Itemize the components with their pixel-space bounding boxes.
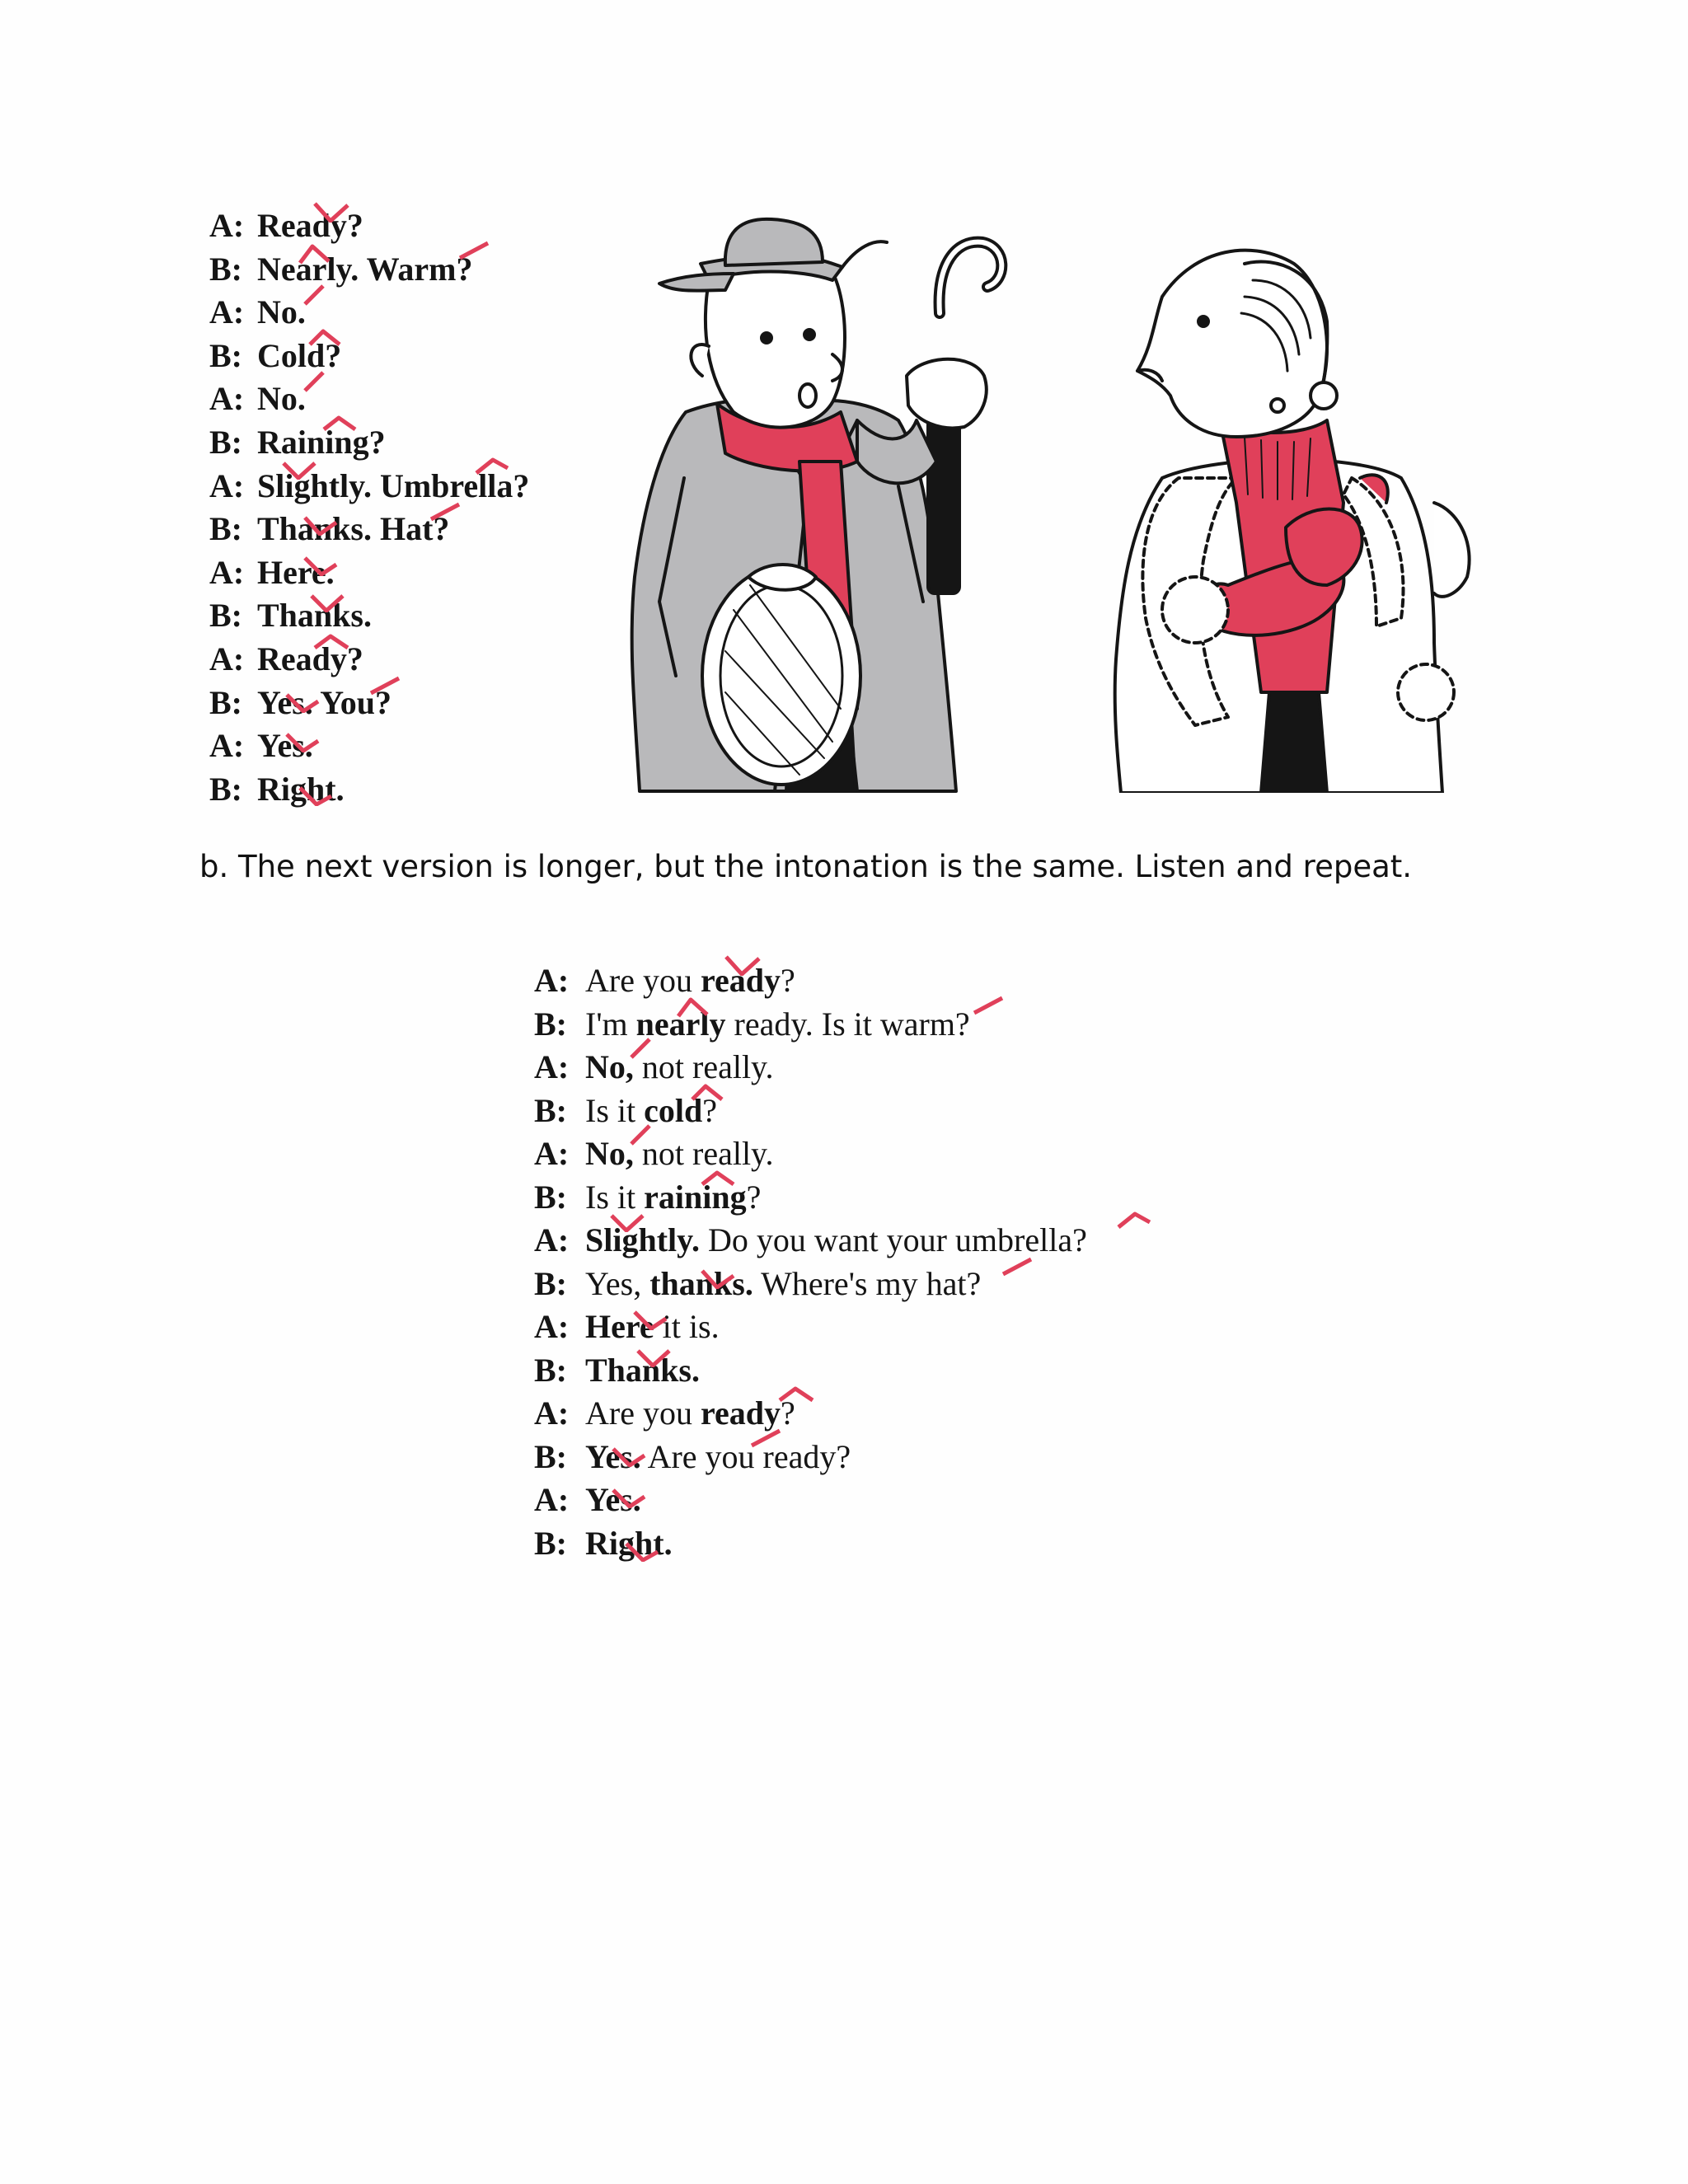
speaker-label: A:	[209, 466, 245, 504]
dialogue-line	[534, 1436, 1259, 1479]
dialogue-line	[534, 1263, 1259, 1306]
speaker-label: A:	[534, 1221, 570, 1258]
line-text: ?	[781, 962, 795, 999]
dialogue-line	[534, 1176, 1259, 1220]
line-text: Yes,	[585, 1264, 650, 1302]
speaker-label: A:	[534, 1394, 570, 1432]
man-with-umbrella-illustration	[610, 214, 1039, 793]
dialogue-line	[534, 1349, 1259, 1393]
speaker-label: A:	[209, 553, 245, 591]
stressed-word: Thanks.	[585, 1351, 700, 1389]
speaker-label: B:	[534, 1437, 567, 1475]
dialogue-line	[534, 1305, 1259, 1349]
line-text: Slightly. Umbrella?	[257, 466, 530, 504]
speaker-label: A:	[209, 727, 245, 765]
dialogue-line	[209, 335, 597, 378]
speaker-label: A:	[534, 1481, 570, 1518]
line-text: Where's my hat?	[753, 1264, 982, 1302]
line-text: ?	[746, 1178, 762, 1216]
dialogue-line	[209, 551, 597, 595]
woman-in-fur-coat-illustration	[1080, 231, 1508, 793]
speaker-label: B:	[534, 1178, 567, 1216]
speaker-label: A:	[534, 1135, 570, 1172]
line-text: Right.	[257, 770, 345, 808]
line-text: No.	[257, 380, 306, 418]
stressed-word: thanks.	[649, 1264, 753, 1302]
speaker-label: B:	[209, 510, 242, 548]
dialogue-line	[534, 1522, 1259, 1566]
speaker-label: A:	[209, 640, 245, 677]
speaker-label: B:	[534, 1524, 567, 1562]
long-dialogue	[534, 959, 1259, 1565]
line-text: ready. Is it warm?	[725, 1005, 970, 1043]
speaker-label: B:	[209, 336, 242, 374]
line-text: Are you	[585, 1394, 701, 1432]
instruction-text: b. The next version is longer, but the intonation is the same. Listen and repeat.	[199, 849, 1413, 884]
speaker-label: A:	[209, 380, 245, 418]
speaker-label: B:	[209, 683, 242, 721]
speaker-label: A:	[534, 1308, 570, 1345]
stressed-word: Right.	[585, 1524, 673, 1562]
dialogue-line	[209, 682, 597, 725]
line-text: Ready?	[257, 640, 363, 677]
stressed-word: cold	[644, 1091, 703, 1129]
line-text: not really.	[633, 1135, 774, 1172]
line-text: Thanks. Hat?	[257, 510, 450, 548]
stressed-word: Yes.	[585, 1437, 641, 1475]
dialogue-line	[534, 1392, 1259, 1436]
dialogue-line	[209, 724, 597, 768]
stressed-word: Yes.	[585, 1481, 641, 1518]
dialogue-line	[534, 1003, 1259, 1047]
line-text: Ready?	[257, 207, 363, 244]
dialogue-line	[534, 1046, 1259, 1090]
stressed-word: Slightly.	[585, 1221, 700, 1258]
speaker-label: B:	[209, 597, 242, 635]
speaker-label: B:	[534, 1091, 567, 1129]
dialogue-line	[209, 594, 597, 638]
dialogue-line	[534, 1219, 1259, 1263]
line-text: Here.	[257, 553, 335, 591]
dialogue-line	[209, 291, 597, 335]
dialogue-line	[534, 959, 1259, 1003]
dialogue-line	[209, 377, 597, 421]
dialogue-line	[209, 421, 597, 465]
line-text: Is it	[585, 1178, 645, 1216]
stressed-word: raining	[644, 1178, 747, 1216]
speaker-label: B:	[534, 1264, 567, 1302]
speaker-label: A:	[534, 1048, 570, 1085]
dialogue-line	[209, 508, 597, 551]
speaker-label: B:	[534, 1005, 567, 1043]
speaker-label: B:	[209, 423, 242, 461]
dialogue-line	[534, 1479, 1259, 1522]
line-text: No.	[257, 293, 306, 331]
line-text: I'm	[585, 1005, 636, 1043]
stressed-word: No,	[585, 1135, 634, 1172]
speaker-label: B:	[534, 1351, 567, 1389]
line-text: Are you	[585, 962, 701, 999]
line-text: ?	[702, 1091, 718, 1129]
line-text: Yes.	[257, 727, 313, 765]
line-text: Yes. You?	[257, 683, 392, 721]
stressed-word: ready	[700, 962, 781, 999]
dialogue-line	[209, 248, 597, 292]
stressed-word: ready	[700, 1394, 781, 1432]
stressed-word: nearly	[635, 1005, 726, 1043]
line-text: Nearly. Warm?	[257, 250, 473, 288]
speaker-label: A:	[209, 207, 245, 244]
dialogue-line	[209, 465, 597, 509]
stressed-word: Here	[585, 1308, 654, 1345]
line-text: ?	[781, 1394, 795, 1432]
dialogue-line	[534, 1132, 1259, 1176]
line-text: not really.	[633, 1048, 774, 1085]
line-text: Do you want your umbrella?	[699, 1221, 1087, 1258]
speaker-label: B:	[209, 770, 242, 808]
line-text: Cold?	[257, 336, 342, 374]
dialogue-line	[209, 638, 597, 682]
dialogue-line	[209, 204, 597, 248]
line-text: Thanks.	[257, 597, 372, 635]
line-text: Are you ready?	[640, 1437, 851, 1475]
short-dialogue	[209, 204, 597, 811]
speaker-label: B:	[209, 250, 242, 288]
dialogue-line	[209, 768, 597, 812]
speaker-label: A:	[534, 962, 570, 999]
speaker-label: A:	[209, 293, 245, 331]
line-text: Raining?	[257, 423, 386, 461]
line-text: it is.	[654, 1308, 720, 1345]
dialogue-line	[534, 1090, 1259, 1133]
stressed-word: No,	[585, 1048, 634, 1085]
line-text: Is it	[585, 1091, 645, 1129]
